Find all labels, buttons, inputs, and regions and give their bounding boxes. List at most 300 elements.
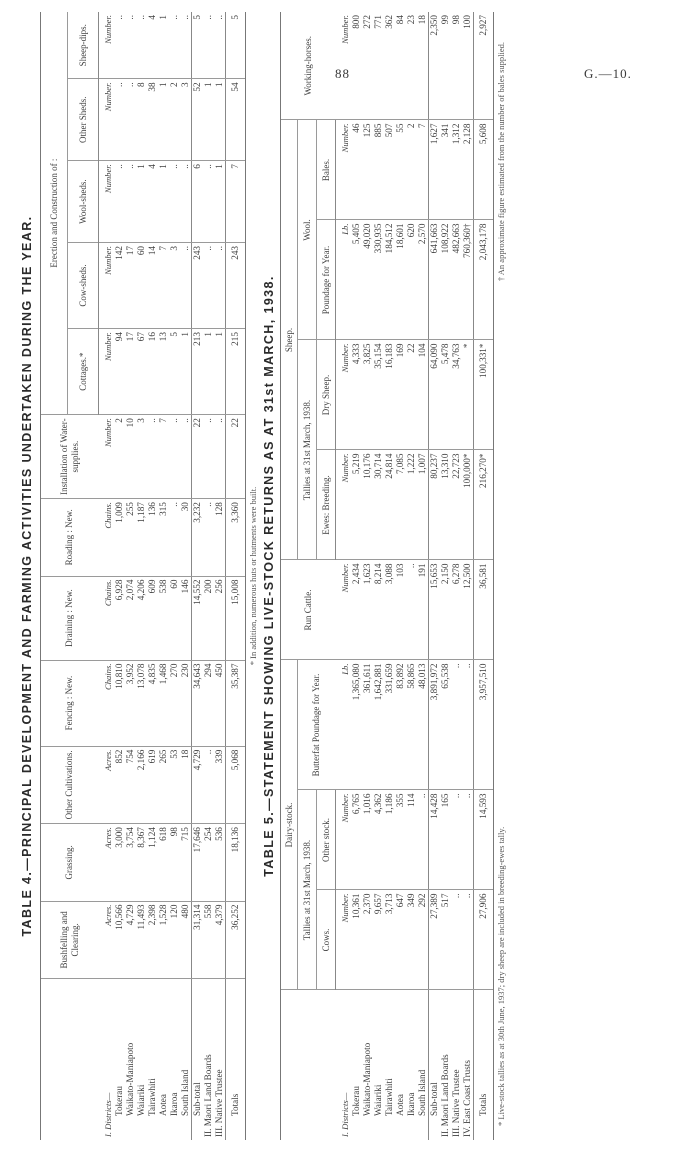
row-label: Ikaroa (406, 1092, 416, 1116)
table-cell: 362 (384, 12, 395, 120)
table-cell: 5,219 (351, 450, 362, 560)
table-cell: .. (125, 12, 136, 79)
table-cell: .. (203, 12, 214, 79)
table-cell: 1 (158, 12, 169, 79)
table-cell: 3,891,972 (429, 660, 441, 790)
table5-header-butterfat: Butterfat Poundage for Year. (298, 660, 336, 790)
table-cell: 80,237 (429, 450, 441, 560)
table-row (440, 12, 451, 1140)
table5-footnote-left: * Live-stock tallies as at 30th June, 1937; dry sheep are included in breeding-ewes tally. (496, 826, 506, 1126)
table-row (203, 12, 214, 1140)
table5-header-cows: Cows. (317, 890, 336, 990)
table-cell: .. (203, 161, 214, 243)
table-cell: 609 (147, 576, 158, 660)
table-cell: 13,078 (136, 660, 147, 746)
table-cell: 98 (169, 824, 180, 901)
table-cell: 538 (158, 576, 169, 660)
table-cell: 1 (214, 79, 226, 161)
table-cell: 22 (406, 340, 417, 450)
table4-unit: Chains. (99, 576, 115, 660)
table5-header-wool: Wool. (298, 120, 317, 340)
row-label: III. Native Trustee (451, 1069, 461, 1137)
table5-header-ewes: Ewes: Breeding. (317, 450, 336, 560)
table-cell: 2,043,178 (474, 220, 494, 340)
table-row (417, 12, 429, 1140)
table-cell: 7 (226, 161, 246, 243)
table-cell: 136 (147, 499, 158, 576)
table-cell: 216,270* (474, 450, 494, 560)
table-cell: 98 (451, 12, 462, 120)
table-cell: 641,663 (429, 220, 441, 340)
table-cell: .. (169, 161, 180, 243)
row-label: Aotea (158, 1094, 168, 1116)
table5-unit: Lb. (336, 660, 352, 790)
table-cell: 3,957,510 (474, 660, 494, 790)
document-code: G.—10. (584, 66, 632, 81)
table-cell: .. (451, 890, 462, 990)
table4-unit: Chains. (99, 660, 115, 746)
table-cell: 30 (180, 499, 192, 576)
table-cell: 4,379 (214, 901, 226, 978)
table-cell: 2,927 (474, 12, 494, 120)
table-cell: 1,627 (429, 120, 441, 220)
table-cell: 3,713 (384, 890, 395, 990)
table-cell: 100 (462, 12, 474, 120)
table-cell: 142 (114, 242, 125, 328)
table5-total-rows (474, 12, 494, 1140)
table5-subtotal-rows (429, 12, 441, 1140)
table4-header-fencing: Fencing : New. (41, 660, 99, 746)
table-cell: 1,186 (384, 790, 395, 890)
table-cell: 292 (417, 890, 429, 990)
row-label: Waikato-Maniapoto (125, 1042, 135, 1116)
table-cell: .. (125, 161, 136, 243)
table-cell: 294 (203, 660, 214, 746)
table-cell: 1,365,080 (351, 660, 362, 790)
table-cell: 15,008 (226, 576, 246, 660)
table4-subtotal-rows (192, 12, 204, 1140)
table-row (384, 12, 395, 1140)
table-cell: 4,362 (373, 790, 384, 890)
table-cell: 12,500 (462, 560, 474, 660)
table-cell: 2,350 (429, 12, 441, 120)
table-cell: 94 (114, 329, 125, 415)
table4-header-roading: Roading : New. (41, 499, 99, 576)
table-cell: .. (203, 415, 214, 499)
table-cell: 52 (192, 79, 204, 161)
table-cell: .. (462, 890, 474, 990)
row-label: IV. East Coast Trusts (462, 1060, 472, 1137)
table4-unit: Number. (99, 329, 115, 415)
row-label: Tairawhiti (384, 1078, 394, 1116)
table-cell: 1,016 (362, 790, 373, 890)
table5 (280, 12, 494, 1140)
table-cell: .. (169, 415, 180, 499)
table-cell: 1 (180, 329, 192, 415)
row-label: Waiariki (136, 1084, 146, 1116)
table5-unit: Number. (336, 340, 352, 450)
table-cell: 3 (136, 415, 147, 499)
table-cell: 619 (147, 746, 158, 823)
table-cell: 169 (395, 340, 406, 450)
table-cell: 230 (180, 660, 192, 746)
table-cell: 4 (147, 161, 158, 243)
table-cell: .. (180, 415, 192, 499)
table4-unit: Number. (99, 415, 115, 499)
row-label: Tokerau (351, 1086, 361, 1116)
table-cell: 84 (395, 12, 406, 120)
table-cell: 255 (125, 499, 136, 576)
table-cell: 49,020 (362, 220, 373, 340)
table-cell: 18,136 (226, 824, 246, 901)
table-row (373, 12, 384, 1140)
table-cell: 1,312 (451, 120, 462, 220)
table-row (351, 12, 362, 1140)
table-cell: 647 (395, 890, 406, 990)
table-row (169, 12, 180, 1140)
table-cell: 17 (125, 242, 136, 328)
table-cell: 38 (147, 79, 158, 161)
table-cell: 213 (192, 329, 204, 415)
table5-title: TABLE 5.—STATEMENT SHOWING LIVE-STOCK RETURNS AS AT 31st MARCH, 1938. (262, 275, 276, 877)
table-cell: .. (180, 12, 192, 79)
table-cell: 3,088 (384, 560, 395, 660)
table-cell: 18 (417, 12, 429, 120)
table4-header-erection: Erection and Construction of : (41, 12, 68, 415)
table-cell: 5 (192, 12, 204, 79)
table-cell: 3 (169, 242, 180, 328)
table-row (114, 12, 125, 1140)
table-cell: 355 (395, 790, 406, 890)
table-cell: 618 (158, 824, 169, 901)
table4-units-row (99, 12, 115, 1140)
table-cell: 760,360† (462, 220, 474, 340)
table-cell: 4 (147, 12, 158, 79)
table-cell: 3,000 (114, 824, 125, 901)
table-cell: 17,646 (192, 824, 204, 901)
table4-header-cottages: Cottages.* (68, 329, 99, 415)
table-cell: 35,387 (226, 660, 246, 746)
table5-header-sheep-tallies: Tallies at 31st March, 1938. (298, 340, 317, 560)
table-cell: 191 (417, 560, 429, 660)
table-cell: 22 (192, 415, 204, 499)
table5-header-wool-poundage: Poundage for Year. (317, 220, 336, 340)
table-cell: 885 (373, 120, 384, 220)
table-cell: 3,825 (362, 340, 373, 450)
table4-header-draining: Draining : New. (41, 576, 99, 660)
table4-header-cowsheds: Cow-sheds. (68, 242, 99, 328)
table-cell: 99 (440, 12, 451, 120)
table-cell: 36,252 (226, 901, 246, 978)
table-cell: 8 (136, 79, 147, 161)
table5-header-dairy-tallies: Tallies at 31st March, 1938. (298, 790, 317, 990)
table-cell: 165 (440, 790, 451, 890)
table-cell: .. (169, 499, 180, 576)
table-cell: 2,150 (440, 560, 451, 660)
table-cell: 7 (158, 415, 169, 499)
table-cell: 1,187 (136, 499, 147, 576)
table-cell: 341 (440, 120, 451, 220)
table-cell: 6,928 (114, 576, 125, 660)
table4-other-rows (203, 12, 226, 1140)
table-cell: 104 (417, 340, 429, 450)
table-row (451, 12, 462, 1140)
table-cell: 14 (147, 242, 158, 328)
table-cell: 5,405 (351, 220, 362, 340)
table-cell: 3,232 (192, 499, 204, 576)
table5-header-run-cattle: Run Cattle. (281, 560, 336, 660)
table-cell: 54 (226, 79, 246, 161)
table-cell: 2 (406, 120, 417, 220)
table4-header-sheepdips: Sheep-dips. (68, 12, 99, 79)
table-row (125, 12, 136, 1140)
table-cell: 24,814 (384, 450, 395, 560)
row-label: III. Native Trustee (214, 1069, 224, 1137)
row-label: South Island (417, 1069, 427, 1116)
table-cell: 128 (214, 499, 226, 576)
table-cell: 67 (136, 329, 147, 415)
table-row (462, 12, 474, 1140)
table-cell: 14,593 (474, 790, 494, 890)
table5-blank-header (281, 990, 336, 1140)
table-cell: 254 (203, 824, 214, 901)
table-cell: 34,763 (451, 340, 462, 450)
table-cell: 4,835 (147, 660, 158, 746)
table-cell: 330,935 (373, 220, 384, 340)
table4 (40, 12, 246, 1140)
table-row (158, 12, 169, 1140)
table-cell: 53 (169, 746, 180, 823)
table5-units-row (336, 12, 352, 1140)
table-cell: 2 (114, 415, 125, 499)
table4-blank-header (41, 979, 99, 1140)
table5-unit: Number. (336, 12, 352, 120)
table5-unit: Number. (336, 560, 352, 660)
table5-header-dry-sheep: Dry Sheep. (317, 340, 336, 450)
table-cell: 13,310 (440, 450, 451, 560)
table-cell: 4,729 (192, 746, 204, 823)
table-cell: 315 (158, 499, 169, 576)
table-cell: 1 (214, 161, 226, 243)
table-cell: 7 (417, 120, 429, 220)
table-cell: 4,729 (125, 901, 136, 978)
table4-unit: Number. (99, 79, 115, 161)
table-cell: 58,865 (406, 660, 417, 790)
table4-header-water: Installation of Water-supplies. (41, 415, 99, 499)
table-row (136, 12, 147, 1140)
table-cell: .. (203, 746, 214, 823)
table-cell: .. (451, 660, 462, 790)
table-cell: 10,361 (351, 890, 362, 990)
table4-header-othersheds: Other Sheds. (68, 79, 99, 161)
table-cell: 18 (180, 746, 192, 823)
table-cell: 507 (384, 120, 395, 220)
table-cell: 536 (214, 824, 226, 901)
row-label: Tairawhiti (147, 1078, 157, 1116)
table5-section1-label: I. Districts— (339, 1092, 350, 1137)
table-cell: 1 (158, 79, 169, 161)
table-cell: 6 (192, 161, 204, 243)
table-cell: .. (406, 560, 417, 660)
table-cell: 30,714 (373, 450, 384, 560)
table-cell: 22,723 (451, 450, 462, 560)
table-cell: 4,206 (136, 576, 147, 660)
row-label: II. Maori Land Boards (203, 1054, 213, 1137)
table-cell: 4,333 (351, 340, 362, 450)
table-cell: .. (180, 242, 192, 328)
table5-footnotes (494, 12, 506, 1140)
table-cell: 114 (406, 790, 417, 890)
table4-header-grassing: Grassing. (41, 824, 99, 901)
table-cell: .. (136, 12, 147, 79)
table-cell: 36,581 (474, 560, 494, 660)
row-label: Waikato-Maniapoto (362, 1042, 372, 1116)
row-label: South Island (180, 1069, 190, 1116)
table-cell: 5,068 (226, 746, 246, 823)
table4-header-bushfelling: Bushfelling and Clearing. (41, 901, 99, 978)
table-cell: 5 (226, 12, 246, 79)
table-row (429, 12, 441, 1140)
table-cell: 7,085 (395, 450, 406, 560)
table-cell: 1 (136, 161, 147, 243)
table-cell: * (462, 340, 474, 450)
table-cell: 23 (406, 12, 417, 120)
table-cell: 256 (214, 576, 226, 660)
table-cell: .. (125, 79, 136, 161)
table-cell: 10,176 (362, 450, 373, 560)
table-cell: 754 (125, 746, 136, 823)
table-row (180, 12, 192, 1140)
table-cell: .. (451, 790, 462, 890)
table-cell: 10,810 (114, 660, 125, 746)
table-row (214, 12, 226, 1140)
table-cell: 13 (158, 329, 169, 415)
table-cell: 5,608 (474, 120, 494, 220)
table-cell: 200 (203, 576, 214, 660)
table-cell: 1,222 (406, 450, 417, 560)
table-cell: 27,906 (474, 890, 494, 990)
table-cell: 14,552 (192, 576, 204, 660)
row-label: Tokerau (114, 1086, 124, 1116)
table-cell: .. (214, 12, 226, 79)
table-cell: 146 (180, 576, 192, 660)
table-row (226, 12, 246, 1140)
table-cell: 1,009 (114, 499, 125, 576)
table-cell: 60 (136, 242, 147, 328)
table-cell: 103 (395, 560, 406, 660)
table-cell: 2 (169, 79, 180, 161)
table-cell: 2,128 (462, 120, 474, 220)
table-cell: 349 (406, 890, 417, 990)
table-cell: 125 (362, 120, 373, 220)
row-label: II. Maori Land Boards (440, 1054, 450, 1137)
table-cell: 715 (180, 824, 192, 901)
table-cell: 15,653 (429, 560, 441, 660)
table5-district-rows (351, 12, 429, 1140)
table-cell: .. (114, 79, 125, 161)
table-cell: 17 (125, 329, 136, 415)
table-cell: .. (462, 790, 474, 890)
table-row (395, 12, 406, 1140)
table-cell: 1,528 (158, 901, 169, 978)
row-label: Totals (226, 979, 246, 1140)
table-cell: 331,659 (384, 660, 395, 790)
table-cell: 243 (192, 242, 204, 328)
table-cell: 3,754 (125, 824, 136, 901)
table4-unit: Acres. (99, 824, 115, 901)
table-cell: 800 (351, 12, 362, 120)
table-cell: 11,493 (136, 901, 147, 978)
table-cell: .. (180, 161, 192, 243)
table-row (362, 12, 373, 1140)
table-cell: 64,090 (429, 340, 441, 450)
table-cell: 184,512 (384, 220, 395, 340)
table5-unit: Number. (336, 790, 352, 890)
table-cell: .. (147, 415, 158, 499)
table-cell: 100,000* (462, 450, 474, 560)
table-cell: 620 (406, 220, 417, 340)
table5-header-dairy: Dairy-stock. (281, 660, 298, 990)
table5-footnote-right: † An approximate figure estimated from the number of bales supplied. (496, 42, 506, 282)
table-cell: 27,389 (429, 890, 441, 990)
table-cell: 2,434 (351, 560, 362, 660)
table-row (147, 12, 158, 1140)
table-cell: 2,398 (147, 901, 158, 978)
table-cell: 3,360 (226, 499, 246, 576)
table4-unit: Chains. (99, 499, 115, 576)
table-cell: 1 (214, 329, 226, 415)
rotated-content (10, 12, 690, 1140)
table-cell: 272 (362, 12, 373, 120)
table-cell: 55 (395, 120, 406, 220)
table-cell: 46 (351, 120, 362, 220)
table-row (474, 12, 494, 1140)
table-cell: .. (214, 242, 226, 328)
table-row (192, 12, 204, 1140)
table-cell: 22 (226, 415, 246, 499)
table-cell: 270 (169, 660, 180, 746)
table-cell: 100,331* (474, 340, 494, 450)
table-cell: 6,765 (351, 790, 362, 890)
table4-total-rows (226, 12, 246, 1140)
table-cell: 10,566 (114, 901, 125, 978)
table-cell: 9,657 (373, 890, 384, 990)
table-cell: 558 (203, 901, 214, 978)
table-cell: 7 (158, 242, 169, 328)
table-cell: 215 (226, 329, 246, 415)
table-cell: .. (417, 790, 429, 890)
table-cell: 31,314 (192, 901, 204, 978)
table-cell: .. (203, 499, 214, 576)
table-cell: 1,642,881 (373, 660, 384, 790)
table-cell: 771 (373, 12, 384, 120)
table-cell: 120 (169, 901, 180, 978)
table4-title: TABLE 4.—PRINCIPAL DEVELOPMENT AND FARMING ACTIVITIES UNDERTAKEN DURING THE YEAR. (20, 215, 34, 937)
table-cell: 517 (440, 890, 451, 990)
table-row (406, 12, 417, 1140)
table-cell: 2,166 (136, 746, 147, 823)
table-cell: 8,367 (136, 824, 147, 901)
table-cell: 1 (203, 329, 214, 415)
table4-unit: Number. (99, 161, 115, 243)
table-cell: 1 (203, 79, 214, 161)
row-label: Aotea (395, 1094, 405, 1116)
table-cell: 83,892 (395, 660, 406, 790)
table4-district-rows (114, 12, 192, 1140)
table-cell: 3 (180, 79, 192, 161)
table4-footnote: * In addition, numerous huts or hutments were built. (248, 486, 258, 666)
table-cell: 10 (125, 415, 136, 499)
